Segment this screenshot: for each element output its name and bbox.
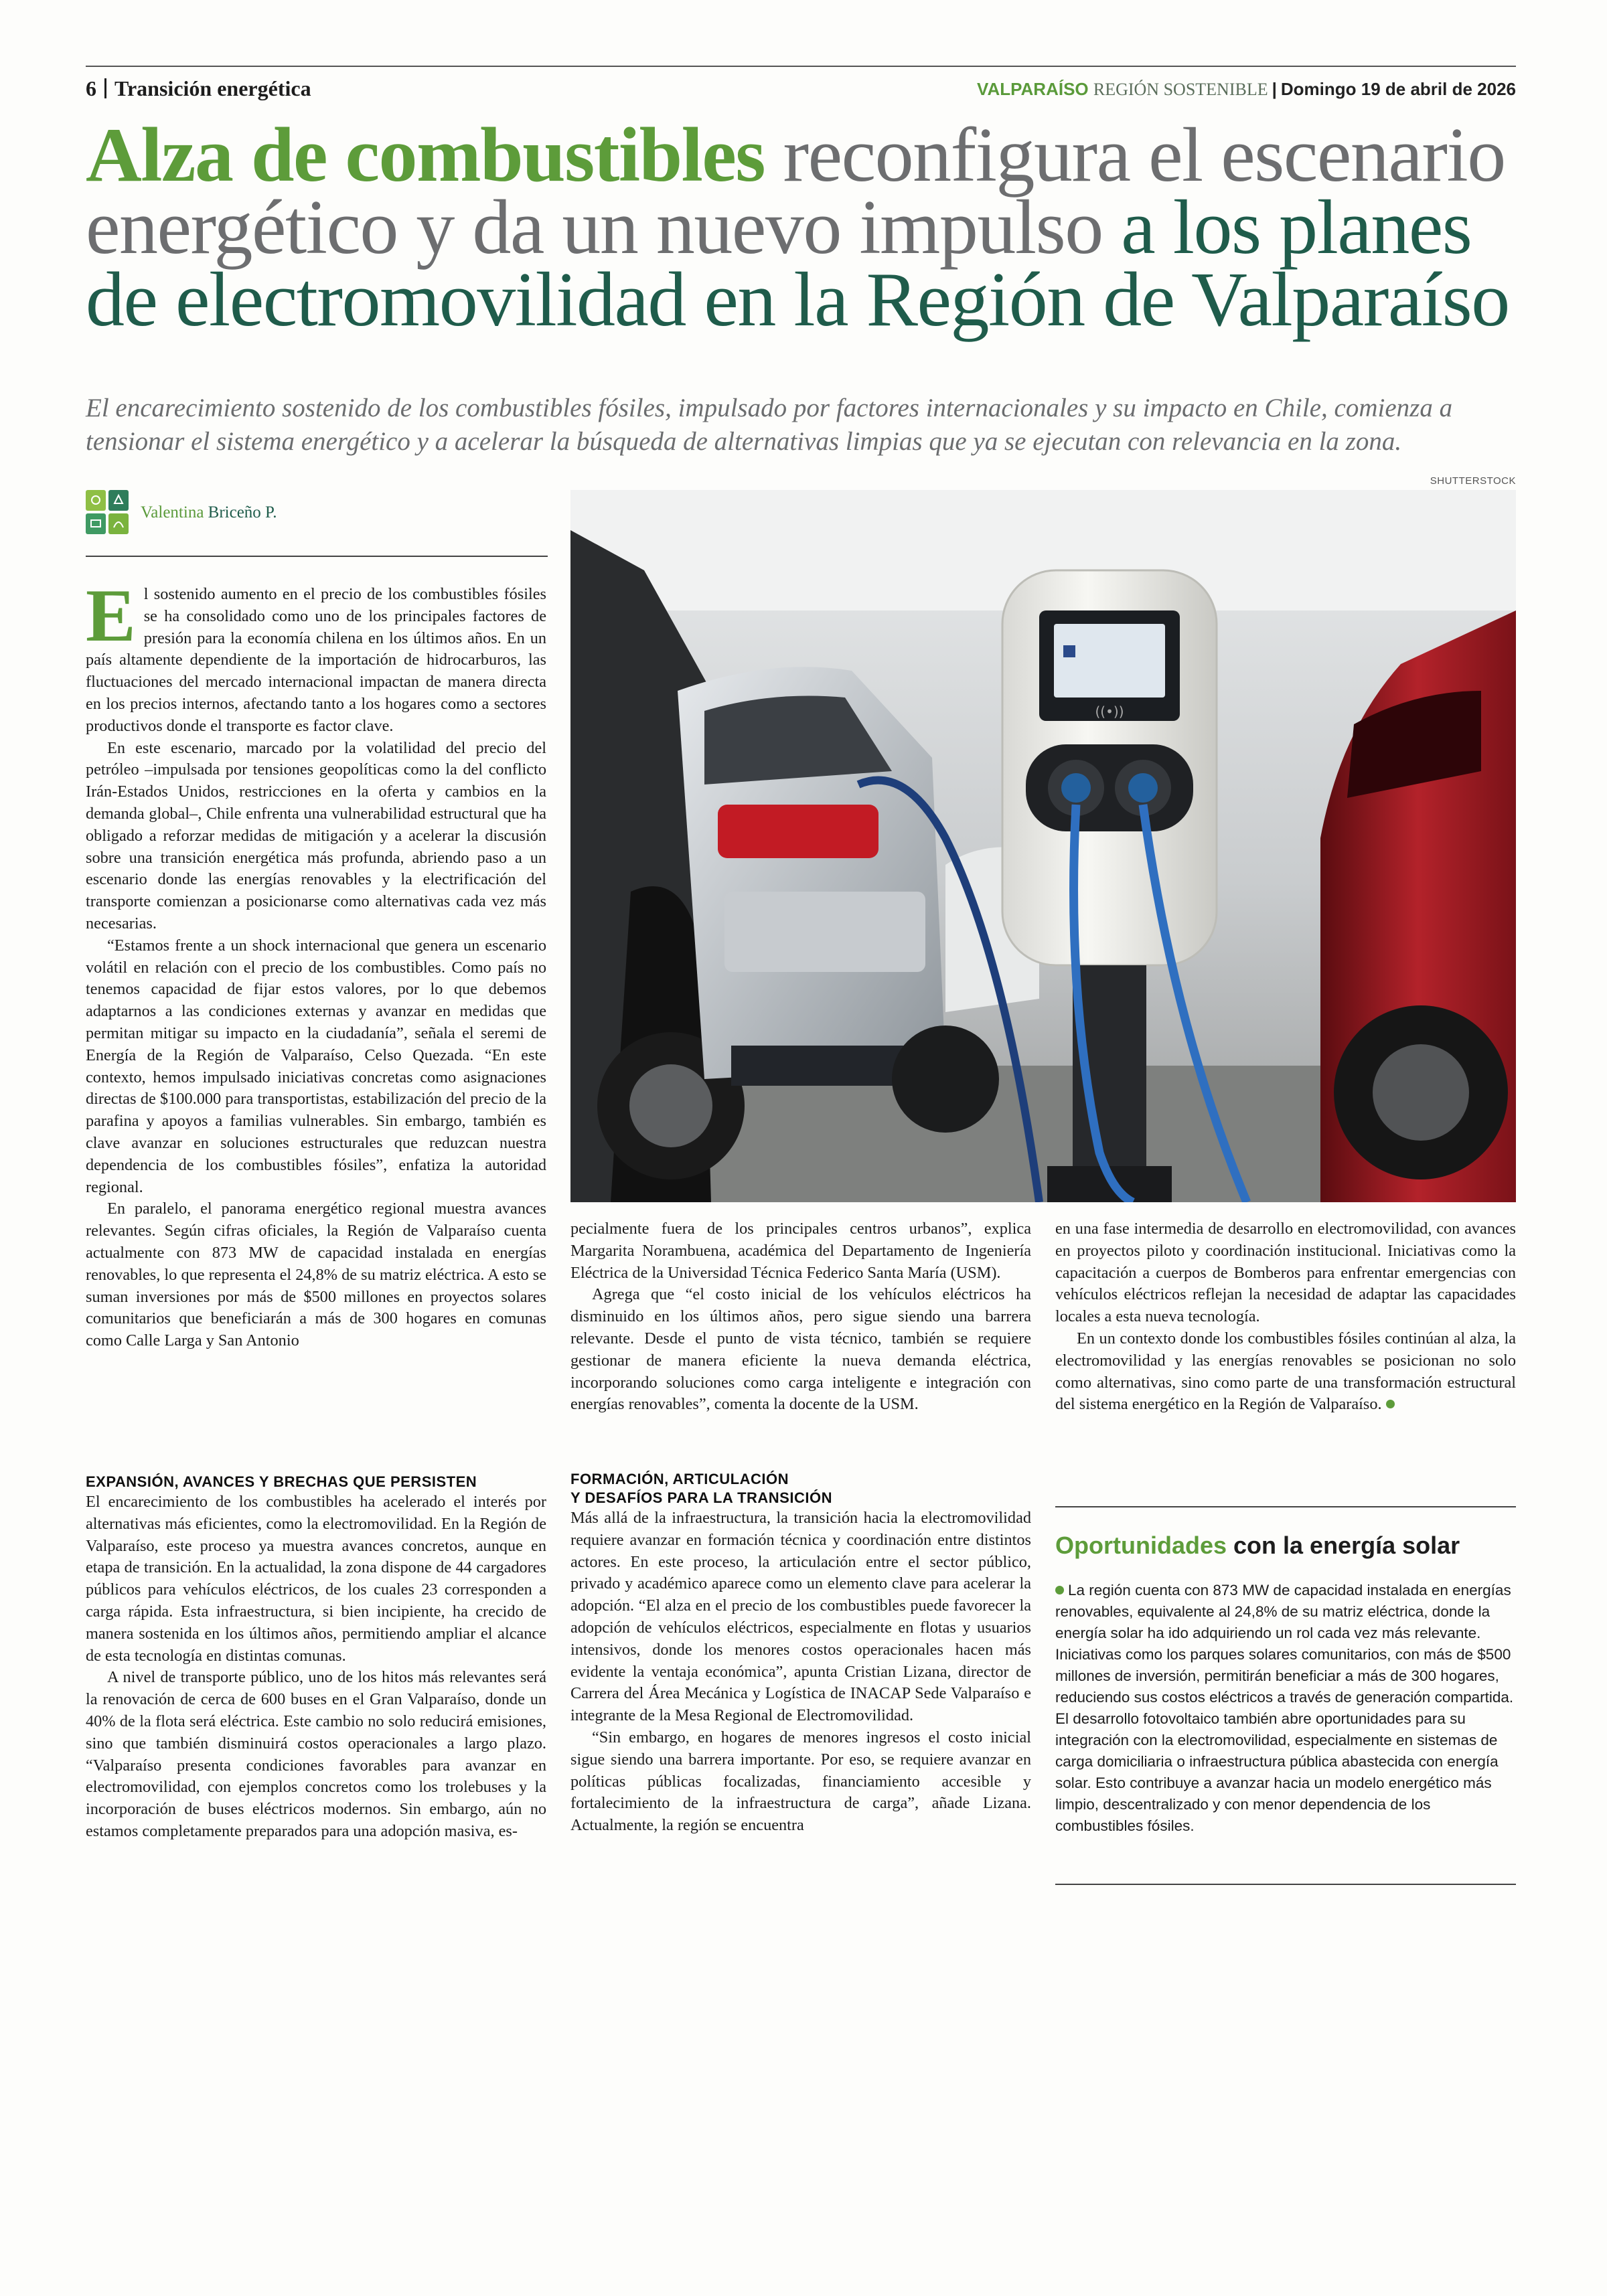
- sidebar-rule-top: [1055, 1506, 1516, 1507]
- ev-charger-illustration: [570, 490, 1516, 1202]
- paragraph-9: Más allá de la infraestructura, la transición hacia la electromovilidad requiere avanzar en formación técnica y coordinación entre distintos actores. En este proceso, la articulación entre el sector público, privado y académico aparece como un elemento clave para acelerar la adopción. “El alza en el precio de los combustibles puede favorecer la adopción de vehículos eléctricos, especialmente en flotas y usuarios intensivos, donde los menores costos operacionales hacen más evidente la ventaja económica”, apunta Cristian Lizana, director de Carrera del Área Mecánica y Logística de INACAP Sede Valparaíso e integrante de la Mesa Regional de Electromovilidad.: [570, 1509, 1031, 1725]
- paragraph-12: [1055, 1328, 1516, 1416]
- page-number: 6: [86, 76, 96, 100]
- sidebar-title: [1055, 1532, 1460, 1560]
- bullet-icon: [1055, 1586, 1064, 1594]
- paragraph-2: En este escenario, marcado por la volatilidad del precio del petróleo –impulsada por tensiones geopolíticas como la del conflicto Irán-Estados Unidos, restricciones en la oferta y cambios en la demanda global–, Chile enfrenta una vulnerabilidad estructural que ha obligado a reforzar medidas de mitigación y a acelerar la discusión sobre una transición energética más profunda, abriendo paso a un escenario donde las energías renovables y la electrificación del transporte comienzan a posicionarse como alternativas cada vez más necesarias.: [86, 738, 546, 932]
- headline: [86, 112, 1525, 343]
- article-column-1-lower: [86, 1473, 546, 1843]
- paragraph-11: en una fase intermedia de desarrollo en electromovilidad, con avances en proyectos piloto y coordinación institucional. Iniciativas como la capacitación a cuerpos de Bomberos para enfrentar emergencias con vehículos eléctricos reflejan la necesidad de adaptar las capacidades locales a esta nueva tecnología.: [1055, 1220, 1516, 1326]
- section-name: Transición energética: [114, 76, 311, 100]
- byline: [86, 490, 548, 557]
- author-first: Valentina: [141, 503, 204, 521]
- paragraph-12-text: En un contexto donde los combustibles fósiles continúan al alza, la electromovilidad y las energías renovables se posicionan no solo como alternativas, sino como parte de una transformación estructural del sistema energético en la Región de Valparaíso.: [1055, 1329, 1516, 1414]
- paragraph-7: pecialmente fuera de los principales centros urbanos”, explica Margarita Norambuena, académica del Departamento de Ingeniería Eléctrica de la Universidad Técnica Federico Santa María (USM).: [570, 1220, 1031, 1282]
- sidebar-title-rest: con la energía solar: [1227, 1532, 1460, 1559]
- sidebar-paragraph-1: [1055, 1580, 1516, 1708]
- paragraph-1-text: l sostenido aumento en el precio de los combustibles fósiles se ha consolidado como uno de los principales factores de presión para la economía chilena en los últimos años. En un país altamente dependiente de la importación de hidrocarburos, las fluctuaciones del mercado internacional impactan de manera directa en los precios internos, afectando tanto a los hogares como a sectores productivos donde el transporte es factor clave.: [86, 585, 546, 735]
- article-column-2-lower: [570, 1470, 1031, 1837]
- ev-charger-photo: [570, 490, 1516, 1202]
- sidebar-text: [1055, 1580, 1516, 1837]
- subhead-expansion: EXPANSIÓN, AVANCES Y BRECHAS QUE PERSISTEN: [86, 1473, 477, 1490]
- subhead-formacion-2: Y DESAFÍOS PARA LA TRANSICIÓN: [570, 1489, 832, 1506]
- page-header-left: [86, 76, 311, 101]
- paragraph-4: En paralelo, el panorama energético regional muestra avances relevantes. Según cifras oficiales, la Región de Valparaíso cuenta actualmente con 873 MW de capacidad instalada en energías renovables, lo que representa el 24,8% de su matriz eléctrica. A esto se suman inversiones por más de $500 millones en proyectos solares comunitarios que beneficiarán a más de 300 hogares en comunas como Calle Larga y San Antonio: [86, 1200, 546, 1350]
- header-rule: [86, 66, 1516, 67]
- sidebar-rule-bottom: [1055, 1884, 1516, 1885]
- paragraph-6: A nivel de transporte público, uno de los hitos más relevantes será la renovación de cerca de 600 buses en el Gran Valparaíso, donde un 40% de la flota será eléctrica. Este cambio no solo reducirá emisiones, sino que también disminuirá costos operacionales a largo plazo. “Valparaíso presenta condiciones favorables para avanzar en electromovilidad, con ejemplos concretos como los trolebuses y la incorporación de buses eléctricos modernos. Sin embargo, aún no estamos completamente preparados para una adopción masiva, es-: [86, 1668, 546, 1840]
- article-column-2: [570, 1218, 1031, 1416]
- page-header-right: VALPARAÍSO REGIÓN SOSTENIBLE | Domingo 19 de abril de 2026: [977, 79, 1516, 99]
- paragraph-3: “Estamos frente a un shock internacional que genera un escenario volátil en relación con el precio de los combustibles. Como país no tenemos capacidad de fijar estos valores, por lo que debemos adaptarnos a las condiciones externas y avanzar en medidas que permitan mitigar su impacto en la ciudadanía”, señala el seremi de Energía de la Región de Valparaíso, Celso Quezada. “En este contexto, hemos impulsado iniciativas concretas como asignaciones directas de $100.000 para transportistas, estabilización del precio de la parafina y apoyos a familias vulnerables. Sin embargo, también es clave avanzar en soluciones estructurales que reduzcan nuestra dependencia de los combustibles fósiles”, enfatiza la autoridad regional.: [86, 936, 546, 1196]
- article-column-3: [1055, 1218, 1516, 1416]
- photo-credit: SHUTTERSTOCK: [1430, 475, 1516, 487]
- author-name: [141, 503, 277, 522]
- section-logo-icon: [86, 490, 129, 534]
- sidebar-title-highlight: Oportunidades: [1055, 1532, 1227, 1559]
- article-column-1: [86, 574, 546, 1352]
- sidebar-paragraph-2: El desarrollo fotovoltaico también abre oportunidades para su integración con la electromovilidad, especialmente en sistemas de carga domiciliaria o infraestructura pública abastecida con energía solar. Esto contribuye a avanzar hacia un modelo energético más limpio, descentralizado y con menor dependencia de los combustibles fósiles.: [1055, 1710, 1499, 1834]
- headline-end: a los planes de electromovilidad en la Región de Valparaíso: [86, 185, 1509, 343]
- subhead-formacion-1: FORMACIÓN, ARTICULACIÓN: [570, 1471, 789, 1487]
- brand-subtitle: REGIÓN SOSTENIBLE: [1093, 80, 1268, 99]
- paragraph-5: El encarecimiento de los combustibles ha acelerado el interés por alternativas más eficientes, como la electromovilidad. En la Región de Valparaíso, este proceso ya muestra avances concretos, aunque en etapa de transición. En la actualidad, la zona dispone de 44 cargadores públicos para vehículos eléctricos, de los cuales 23 corresponden a carga rápida. Esta infraestructura, si bien incipiente, ha crecido de manera sostenida en los últimos años, permitiendo ampliar el alcance de esta tecnología en distintas comunas.: [86, 1493, 546, 1665]
- dropcap: E: [86, 574, 136, 657]
- deck-summary: El encarecimiento sostenido de los combustibles fósiles, impulsado por factores internacionales y su impacto en Chile, comienza a tensionar el sistema energético y a acelerar la búsqueda de alternativas limpias que ya se ejecutan con relevancia en la zona.: [86, 394, 1453, 456]
- paragraph-1: [86, 574, 546, 738]
- svg-text:((•)): ((•)): [1095, 704, 1124, 720]
- end-mark-icon: [1386, 1400, 1395, 1408]
- headline-highlight: Alza de combustibles: [86, 112, 765, 198]
- header-separator: [104, 78, 106, 98]
- issue-date: Domingo 19 de abril de 2026: [1280, 79, 1516, 99]
- headline-middle: reconfigura el escenario energético y da un nuevo impulso: [86, 112, 1505, 270]
- sidebar-paragraph-1-text: La región cuenta con 873 MW de capacidad instalada en energías renovables, equivalente al 24,8% de su matriz eléctrica, donde la energía solar ha ido adquiriendo un rol cada vez más relevante. Iniciativas como los parques solares comunitarios, con más de $500 millones de inversión, permitirán beneficiar a más de 300 hogares, reduciendo sus costos eléctricos a través de generación compartida.: [1055, 1582, 1514, 1706]
- author-last: Briceño P.: [208, 503, 277, 521]
- paragraph-10: “Sin embargo, en hogares de menores ingresos el costo inicial sigue siendo una barrera importante. Por eso, se requiere avanzar en políticas públicas focalizadas, financiamiento accesible y fortalecimiento de la infraestructura de carga”, añade Lizana. Actualmente, la región se encuentra: [570, 1728, 1031, 1835]
- paragraph-8: Agrega que “el costo inicial de los vehículos eléctricos ha disminuido en los últimos años, pero sigue siendo una barrera relevante. Desde el punto de vista técnico, también se requiere gestionar de manera eficiente la nueva demanda eléctrica, incorporando soluciones como carga inteligente e integración con energías renovables”, comenta la docente de la USM.: [570, 1285, 1031, 1414]
- brand-name: VALPARAÍSO: [977, 79, 1089, 99]
